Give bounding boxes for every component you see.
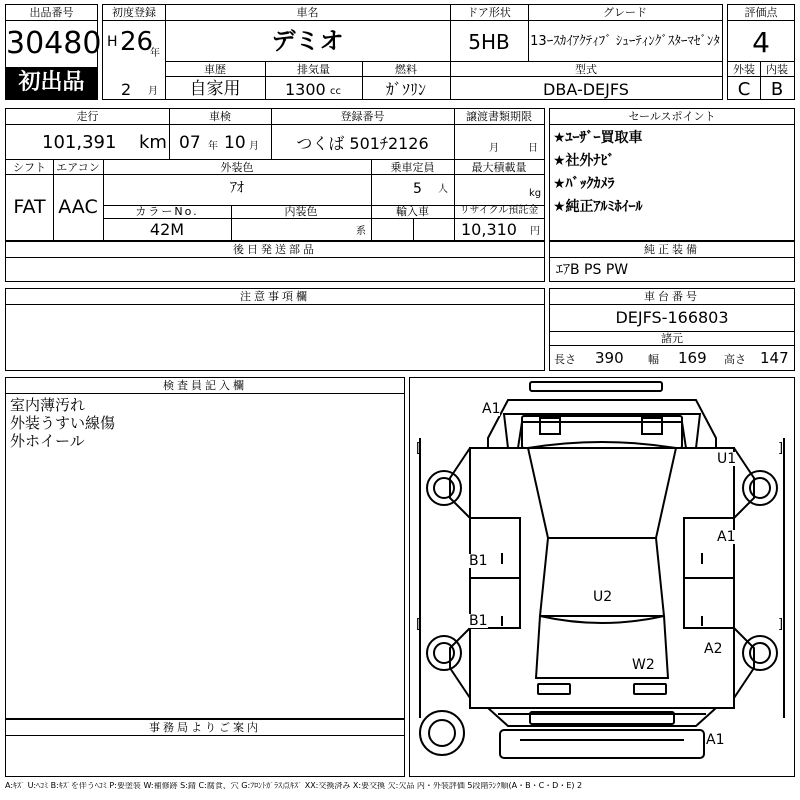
damage-mark: A1 [717,529,736,545]
exterior-score-value: C [737,79,751,100]
damage-mark: U1 [717,451,737,467]
mileage-header: 走行 [76,110,99,123]
score-value: 4 [752,26,770,59]
max-load-header: 最大積載量 [471,161,527,174]
middle-info-box [5,108,545,241]
shift-value: FAT [13,196,46,218]
inspection-month-unit: 月 [249,141,259,152]
first-listing-label: 初出品 [18,70,85,95]
genuine-equipment-value: ｴｱB PS PW [556,262,629,278]
ext-color-value: ｱｵ [230,180,244,196]
length-value: 390 [595,349,624,367]
car-outline-drawing [410,378,794,776]
aircon-value: AAC [58,196,98,218]
displacement-header: 排気量 [297,63,330,76]
first-reg-year: 26 [120,27,154,57]
model-header: 型式 [575,63,597,76]
shift-header: シフト [13,161,46,174]
dimensions-header: 諸元 [661,332,683,345]
length-label: 長さ [554,353,576,366]
first-reg-month: 2 [121,80,132,99]
transfer-date-header: 譲渡書類期限 [466,110,532,123]
ext-color-header: 外装色 [220,161,254,174]
chassis-value: DEJFS-166803 [615,308,729,327]
later-parts-header: 後日発送部品 [6,242,544,258]
lot-box [5,4,102,100]
inspector-header: 検査員記入欄 [6,378,404,394]
sales-point-item: ★社外ﾅﾋﾞ [553,153,615,169]
displacement-value: 1300 [285,80,326,99]
damage-mark: B1 [469,613,488,629]
capacity-header: 乗車定員 [390,161,435,174]
car-diagram [409,377,795,777]
damage-mark: B1 [469,553,488,569]
damage-mark: A1 [482,401,501,417]
lot-number: 30480 [6,26,102,61]
sales-points-box [549,108,795,241]
interior-score-header: 内装 [766,63,788,76]
damage-mark: A1 [706,732,725,748]
diagram-bracket-left: [ [416,617,422,632]
inspection-year-unit: 年 [208,141,218,152]
color-no-header: カラーNo. [135,205,199,218]
transfer-month-unit: 月 [489,143,499,154]
notes-box [5,288,545,371]
damage-mark: A2 [704,641,723,657]
max-load-unit: kg [529,188,542,199]
inspection-header: 車検 [209,110,231,123]
notes-header: 注意事項欄 [6,289,544,305]
damage-mark: W2 [632,657,655,673]
mileage-unit: km [139,132,167,153]
office-header: 事務局よりご案内 [6,720,404,736]
mileage-value: 101,391 [42,132,117,153]
recycle-unit: 円 [530,226,540,237]
first-reg-year-unit: 年 [150,48,160,59]
int-color-header: 内装色 [284,205,318,218]
sales-point-item: ★ﾊﾞｯｸｶﾒﾗ [553,176,615,192]
car-name-header: 車名 [296,6,319,19]
height-label: 高さ [724,353,746,366]
sales-point-item: ★ﾕｰｻﾞｰ買取車 [553,130,643,146]
plate-header: 登録番号 [340,110,385,123]
inspector-line: 外装うすい線傷 [10,414,116,432]
interior-score-value: B [770,79,784,100]
capacity-value: 5 [413,181,422,197]
diagram-bracket-right: ] [778,617,784,632]
score-box [727,4,795,100]
inspection-year: 07 [179,133,201,153]
transfer-day-unit: 日 [528,143,538,154]
color-no-value: 42M [149,220,185,239]
inspector-line: 室内薄汚れ [10,396,86,414]
score-header: 評価点 [728,5,794,21]
chassis-header: 車台番号 [550,289,794,305]
capacity-unit: 人 [438,184,448,195]
inspection-month: 10 [224,133,246,153]
width-value: 169 [678,349,707,367]
aircon-header: エアコン [56,161,100,174]
door-header: ドア形状 [467,6,511,19]
first-listing-badge [6,67,97,99]
first-reg-header: 初度登録 [112,6,156,19]
first-reg-era: H [107,34,118,50]
diagram-bracket-right: ] [778,441,784,456]
chassis-box [549,288,795,371]
diagram-bracket-left: [ [416,441,422,456]
grade-value: 13ｰｽｶｲｱｸﾃｨﾌﾞ ｼｭｰﾃｨﾝｸﾞｽﾀｰﾏｾﾞﾝﾀ [530,34,720,49]
model-value: DBA-DEJFS [543,80,629,99]
damage-mark: U2 [593,589,613,605]
grade-header: グレード [603,6,647,19]
history-header: 車歴 [204,63,226,76]
inspector-line: 外ホイール [10,432,85,450]
int-color-unit: 系 [356,226,366,237]
sales-points-header: セールスポイント [550,109,794,125]
fuel-header: 燃料 [395,63,417,76]
height-value: 147 [760,349,789,367]
plate-value: つくば 501ﾁ2126 [296,134,429,153]
genuine-equipment-header: 純正装備 [550,242,794,258]
history-value: 自家用 [189,79,241,99]
width-label: 幅 [648,353,659,366]
car-name-value: デミオ [271,27,344,55]
lot-header: 出品番号 [6,5,97,21]
first-reg-month-unit: 月 [148,86,158,97]
recycle-value: 10,310 [461,220,517,239]
damage-legend: A:ｷｽﾞ U:ﾍｺﾐ B:ｷｽﾞを伴うﾍｺﾐ P:要塗装 W:補修跡 S:錆 C:腐食、穴 G:ﾌﾛﾝﾄｶﾞﾗｽ点ｷｽﾞ XX:交換済み X:要交換 欠:欠品 内・外装評価 5段階ﾗﾝｸ順(A・B・C・D・E) 2 [5,782,583,790]
fuel-value: ｶﾞｿﾘﾝ [385,80,426,99]
top-info-box [102,4,723,100]
sales-point-item: ★純正ｱﾙﾐﾎｲｰﾙ [553,199,643,215]
displacement-unit: cc [330,86,341,97]
import-header: 輸入車 [396,205,429,218]
office-box [5,719,405,777]
recycle-header: リサイクル預託金 [459,205,539,216]
door-value: 5HB [468,30,510,54]
later-parts-box [5,241,545,282]
genuine-equipment-box [549,241,795,282]
exterior-score-header: 外装 [733,63,755,76]
inspector-box [5,377,405,719]
